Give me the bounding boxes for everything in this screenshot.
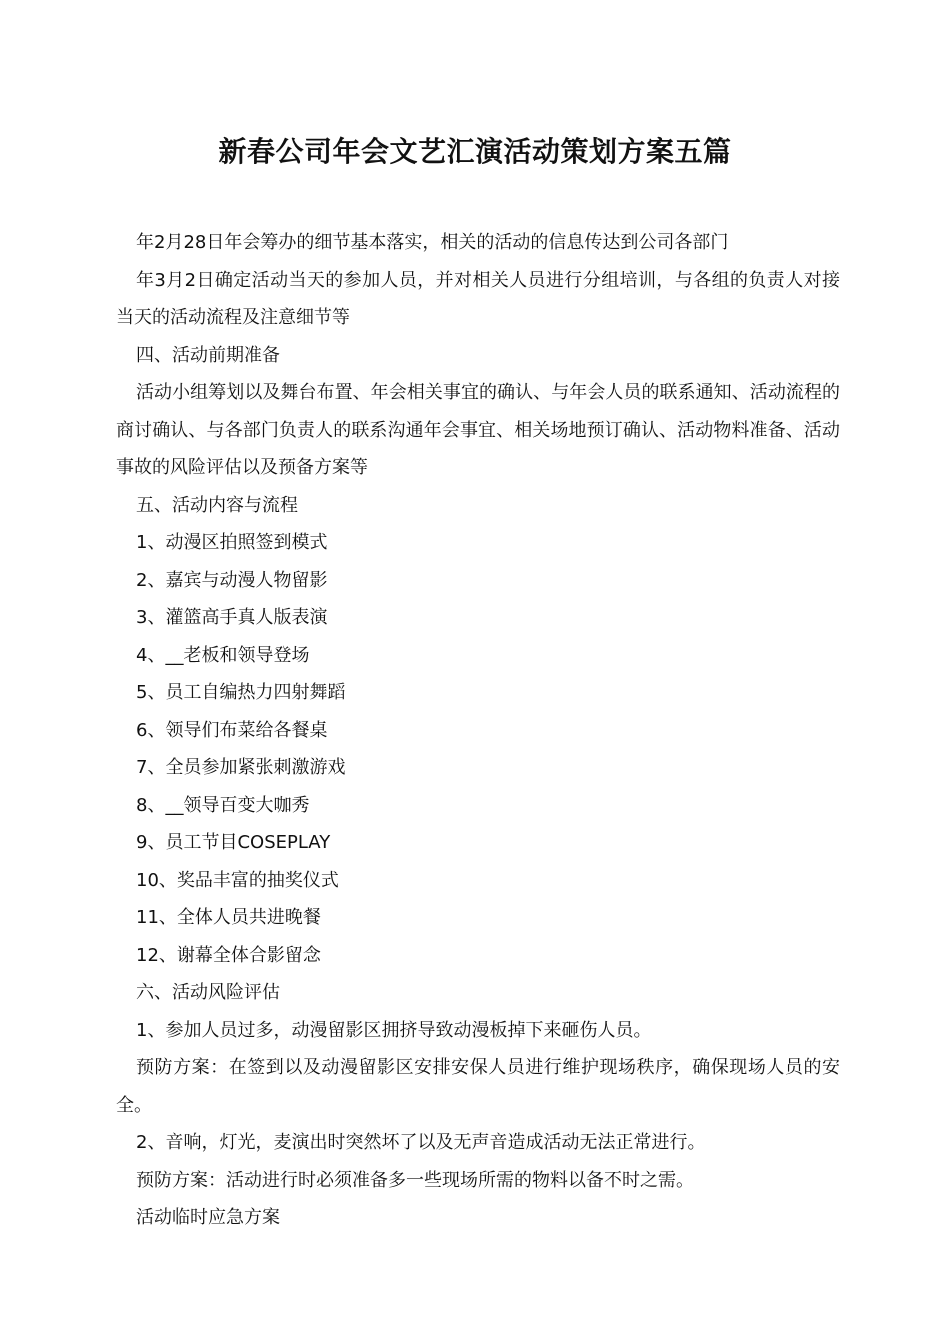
list-item: 12、谢幕全体合影留念 [136,944,321,966]
paragraph: 活动小组筹划以及舞台布置、年会相关事宜的确认、与年会人员的联系通知、活动流程的商讨确认、与各部门负责人的联系沟通年会事宜、相关场地预订确认、活动物料准备、活动事故的风险评估以及预备方案等 [116,382,840,478]
list-item: 8、__领导百变大咖秀 [136,794,310,816]
section-heading: 五、活动内容与流程 [136,494,298,516]
document-title: 新春公司年会文艺汇演活动策划方案五篇 [218,135,732,168]
paragraph: 2、音响，灯光，麦演出时突然坏了以及无声音造成活动无法正常进行。 [136,1132,706,1153]
list-item: 9、员工节目COSEPLAY [136,832,331,853]
list-item: 1、动漫区拍照签到模式 [136,532,328,553]
list-item: 10、奖品丰富的抽奖仪式 [136,869,339,891]
paragraph: 活动临时应急方案 [136,1207,280,1228]
document-body [116,224,840,1237]
paragraph: 年3月2日确定活动当天的参加人员，并对相关人员进行分组培训，与各组的负责人对接当天的活动流程及注意细节等 [116,269,840,328]
list-item: 6、领导们布菜给各餐桌 [136,719,328,741]
section-heading: 六、活动风险评估 [136,982,280,1003]
list-item: 5、员工自编热力四射舞蹈 [136,682,346,703]
paragraph: 预防方案：活动进行时必须准备多一些现场所需的物料以备不时之需。 [136,1169,694,1191]
section-heading: 四、活动前期准备 [136,344,280,366]
list-item: 3、灌篮高手真人版表演 [136,607,328,628]
paragraph: 1、参加人员过多，动漫留影区拥挤导致动漫板掉下来砸伤人员。 [136,1019,652,1041]
list-item: 2、嘉宾与动漫人物留影 [136,569,328,591]
list-item: 7、全员参加紧张刺激游戏 [136,757,346,778]
list-item: 4、__老板和领导登场 [136,644,310,666]
paragraph: 预防方案：在签到以及动漫留影区安排安保人员进行维护现场秩序，确保现场人员的安全。 [116,1057,840,1116]
paragraph: 年2月28日年会筹办的细节基本落实，相关的活动的信息传达到公司各部门 [136,232,729,253]
list-item: 11、全体人员共进晚餐 [136,907,321,928]
